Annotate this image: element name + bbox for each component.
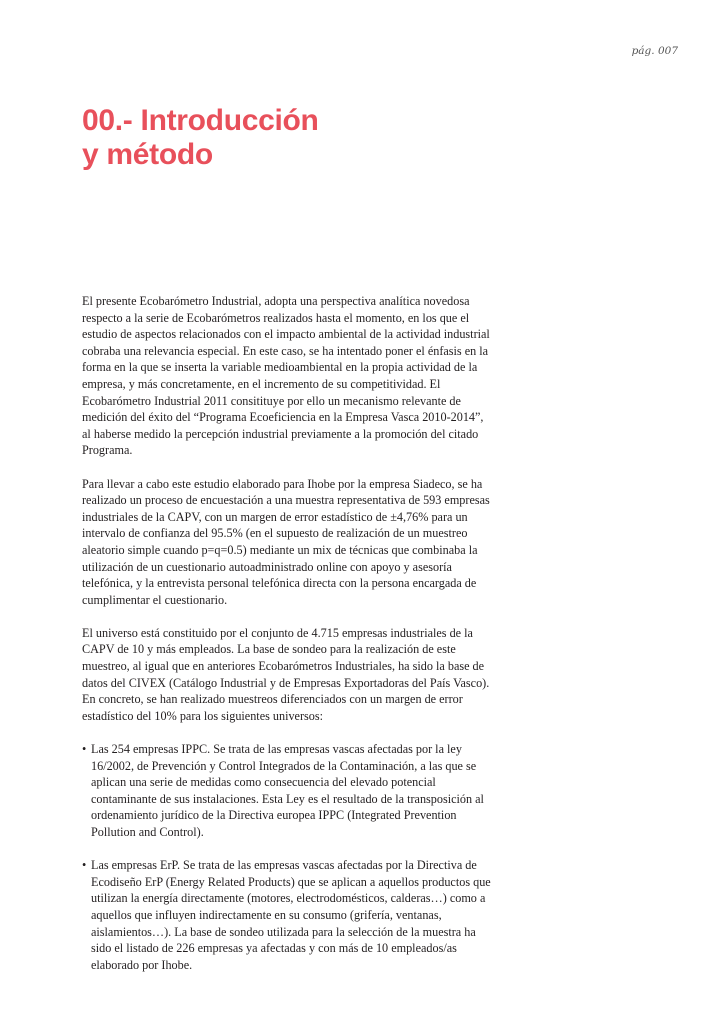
page-number: pág. 007 <box>631 45 678 57</box>
bullet-icon: • <box>82 858 87 873</box>
list-item <box>82 741 492 841</box>
list-item-text: Las 254 empresas IPPC. Se trata de las empresas vascas afectadas por la ley 16/2002, de Prevención y Control Integrados de la Contaminación, a las que se aplican una serie de medidas como consecuencia del elevado potencial contaminante de sus instalaciones. Esta Ley es el resultado de la transposición al ordenamiento jurídico de la Directiva europea IPPC (Integrated Prevention Pollution and Control). <box>91 742 484 839</box>
bullet-icon: • <box>82 742 87 757</box>
page-title-line-1: 00.- Introducción <box>82 104 319 137</box>
page-title <box>82 104 319 172</box>
body-text <box>82 293 492 990</box>
list-item <box>82 857 492 973</box>
paragraph-universe: El universo está constituido por el conjunto de 4.715 empresas industriales de la CAPV de 10 y más empleados. La base de sondeo para la realización de este muestreo, al igual que en anteriores Ecobarómetros Industriales, ha sido la base de datos del CIVEX (Catálogo Industrial y de Empresas Exportadoras del País Vasco). En concreto, se han realizado muestreos diferenciados con un margen de error estadístico del 10% para los siguientes universos: <box>82 625 490 723</box>
paragraph-methodology: Para llevar a cabo este estudio elaborado para Ihobe por la empresa Siadeco, se ha realizado un proceso de encuestación a una muestra representativa de 593 empresas industriales de la CAPV, con un margen de error estadístico de ±4,76% para un intervalo de confianza del 95.5% (en el supuesto de realización de un muestreo aleatorio simple cuando p=q=0.5) mediante un mix de técnicas que combinaba la utilización de un cuestionario autoadministrado online con apoyo y asesoría telefónica, y la entrevista personal telefónica directa con la persona encargada de cumplimentar el cuestionario. <box>82 476 490 607</box>
list-item-text: Las empresas ErP. Se trata de las empresas vascas afectadas por la Directiva de Ecodiseño ErP (Energy Related Products) que se aplican a aquellos productos que utilizan la energía directamente (motores, electrodomésticos, calderas…) como a aquellos que influyen indirectamente en su consumo (grifería, ventanas, aislamientos…). La base de sondeo utilizada para la selección de la muestra ha sido el listado de 226 empresas ya afectadas y con más de 10 empleados/as elaborado por Ihobe. <box>91 858 491 972</box>
universe-list <box>82 741 492 973</box>
paragraph-intro: El presente Ecobarómetro Industrial, adopta una perspectiva analítica novedosa respecto a la serie de Ecobarómetros realizados hasta el momento, en los que el estudio de aspectos relacionados con el impacto ambiental de la actividad industrial cobraba una relevancia especial. En este caso, se ha intentado poner el énfasis en la forma en la que se inserta la variable medioambiental en la propia actividad de la empresa, y más concretamente, en el incremento de su competitividad. El Ecobarómetro Industrial 2011 consitituye por ello un mecanismo relevante de medición del éxito del “Programa Ecoeficiencia en la Empresa Vasca 2010-2014”, al haberse medido la percepción industrial previamente a la promoción del citado Programa. <box>82 294 490 458</box>
page-title-line-2: y método <box>82 138 213 171</box>
